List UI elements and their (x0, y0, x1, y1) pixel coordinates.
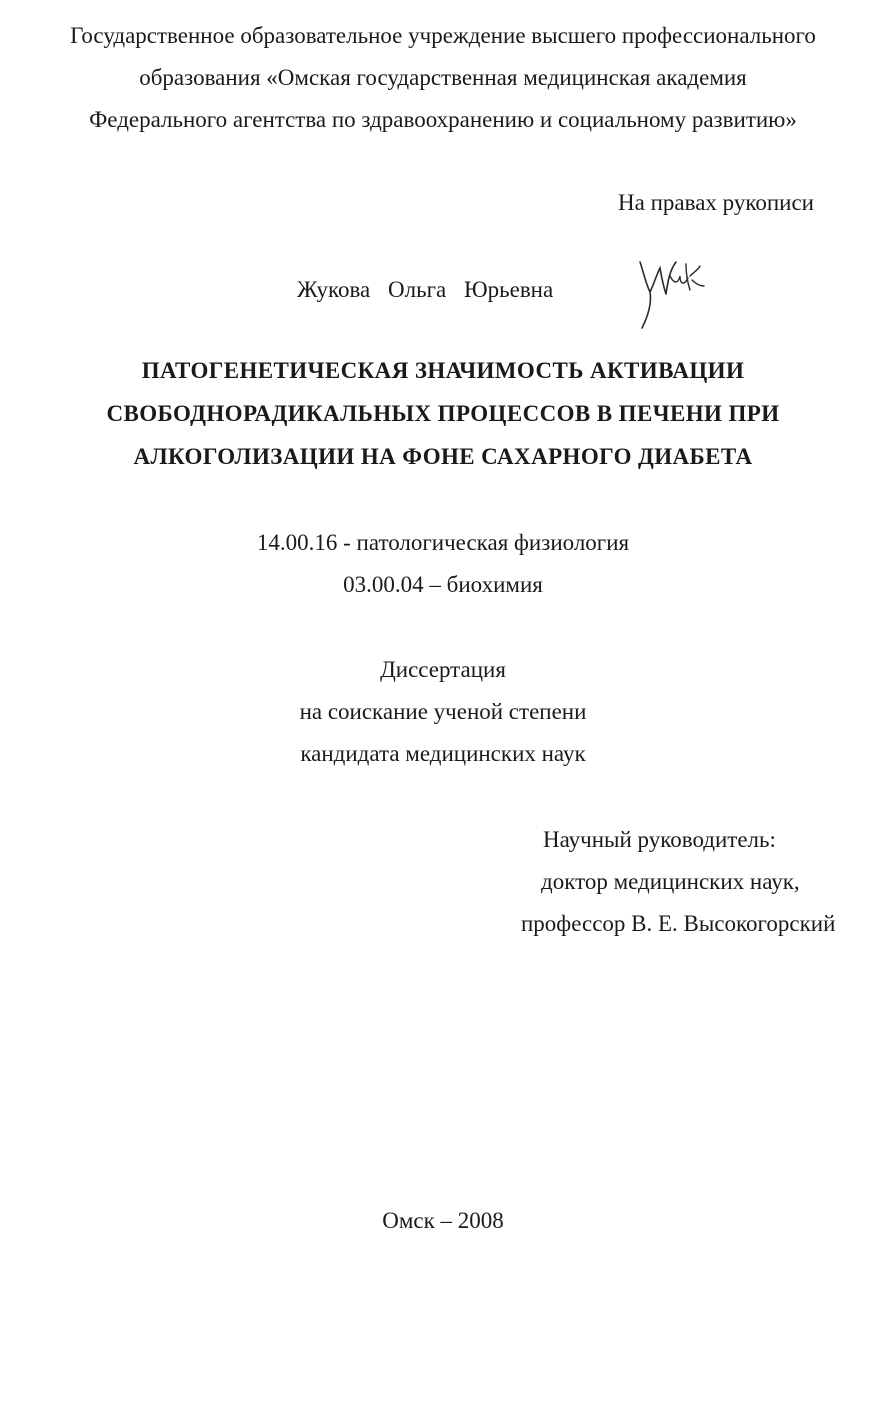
author-signature (630, 240, 710, 330)
institution-line-2: образования «Омская государственная медицинская академия (139, 65, 747, 90)
manuscript-note: На правах рукописи (618, 190, 814, 215)
title-line-3: АЛКОГОЛИЗАЦИИ НА ФОНЕ САХАРНОГО ДИАБЕТА (133, 444, 753, 469)
work-type-line-2: на соискание ученой степени (299, 699, 587, 724)
supervisor-name: профессор В. Е. Высокогорский (521, 911, 836, 936)
title-line-2: СВОБОДНОРАДИКАЛЬНЫХ ПРОЦЕССОВ В ПЕЧЕНИ ПРИ (106, 401, 780, 426)
institution-line-3: Федерального агентства по здравоохранению и социальному развитию» (89, 107, 797, 132)
supervisor-degree: доктор медицинских наук, (541, 869, 800, 894)
title-line-1: ПАТОГЕНЕТИЧЕСКАЯ ЗНАЧИМОСТЬ АКТИВАЦИИ (141, 358, 745, 383)
author-name: Жукова Ольга Юрьевна (297, 277, 554, 302)
specialty-code-2: 03.00.04 – биохимия (343, 572, 543, 597)
work-type-line-1: Диссертация (380, 657, 506, 682)
institution-line-1: Государственное образовательное учреждение высшего профессионального (70, 23, 816, 48)
place-year: Омск – 2008 (382, 1208, 504, 1233)
supervisor-label: Научный руководитель: (543, 827, 776, 852)
work-type-line-3: кандидата медицинских наук (300, 741, 586, 766)
specialty-code-1: 14.00.16 - патологическая физиология (256, 530, 630, 555)
